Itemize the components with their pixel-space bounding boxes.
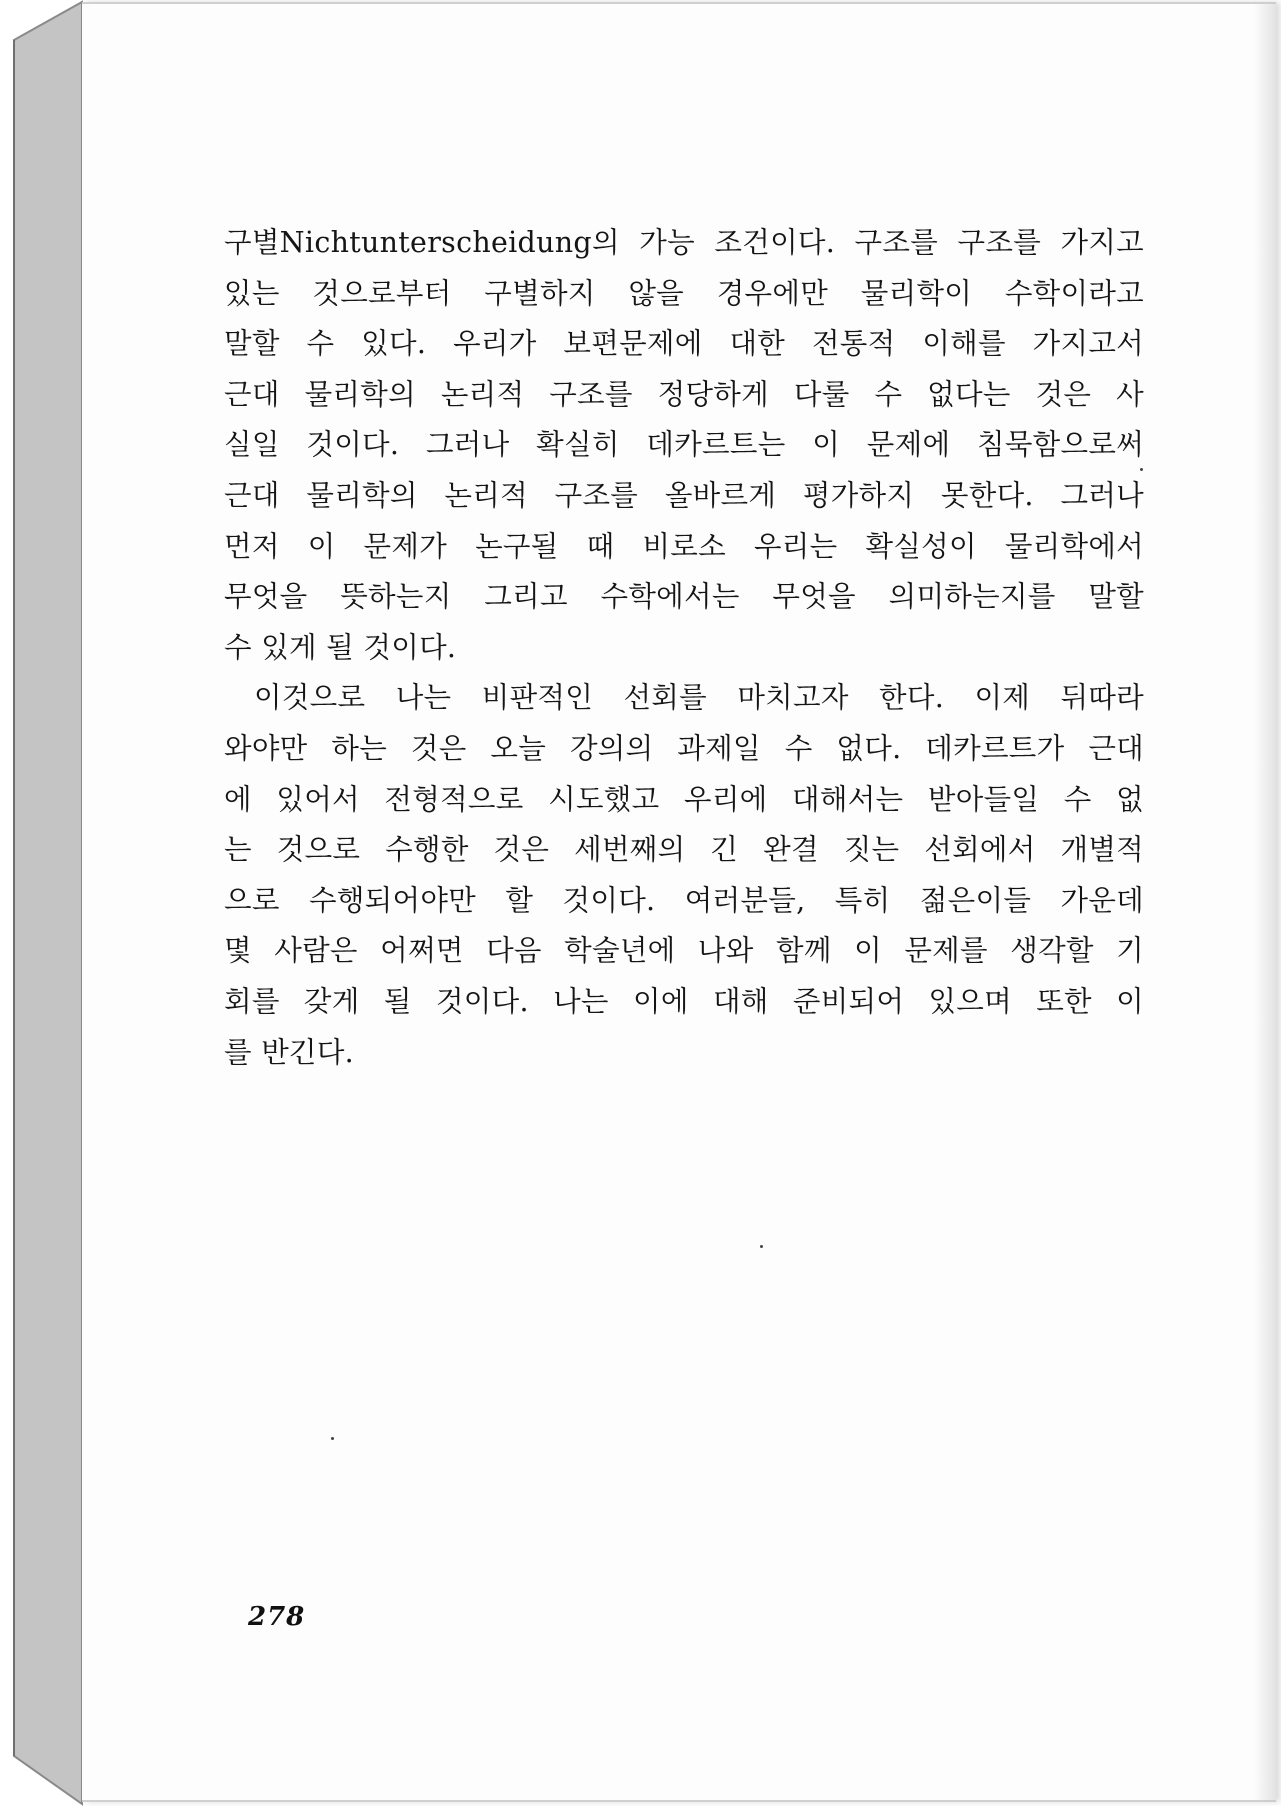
text-line: 있는 것으로부터 구별하지 않을 경우에만 물리학이 수학이라고 (224, 276, 1144, 310)
text-line: 구별Nichtunterscheidung의 가능 조건이다. 구조를 구조를 가지고 (224, 226, 1144, 259)
paragraph-2 (224, 673, 1144, 1078)
text-line: 이것으로 나는 비판적인 선회를 마치고자 한다. 이제 뒤따라 (254, 681, 1144, 715)
text-line: 실일 것이다. 그러나 확실히 데카르트는 이 문제에 침묵함으로써 (224, 428, 1144, 462)
page-right-shadow (1254, 2, 1276, 1802)
text-line: 와야만 하는 것은 오늘 강의의 과제일 수 없다. 데카르트가 근대 (224, 731, 1144, 765)
text-line: 근대 물리학의 논리적 구조를 정당하게 다룰 수 없다는 것은 사 (224, 377, 1144, 411)
text-line: 회를 갖게 될 것이다. 나는 이에 대해 준비되어 있으며 또한 이 (224, 984, 1144, 1018)
scan-speck (1140, 468, 1143, 471)
text-line: 를 반긴다. (224, 1035, 355, 1069)
text-line: 무엇을 뜻하는지 그리고 수학에서는 무엇을 의미하는지를 말할 (224, 580, 1144, 614)
text-line: 몇 사람은 어쩌면 다음 학술년에 나와 함께 이 문제를 생각할 기 (224, 934, 1144, 968)
text-line: 수 있게 될 것이다. (224, 630, 457, 664)
paragraph-1 (224, 218, 1144, 673)
text-line: 말할 수 있다. 우리가 보편문제에 대한 전통적 이해를 가지고서 (224, 327, 1144, 361)
text-line: 는 것으로 수행한 것은 세번째의 긴 완결 짓는 선회에서 개별적 (224, 833, 1144, 867)
text-line: 먼저 이 문제가 논구될 때 비로소 우리는 확실성이 물리학에서 (224, 529, 1144, 563)
text-line: 근대 물리학의 논리적 구조를 올바르게 평가하지 못한다. 그러나 (224, 478, 1144, 512)
body-text (224, 218, 1144, 1078)
scan-speck (760, 1245, 763, 1248)
text-line: 으로 수행되어야만 할 것이다. 여러분들, 특히 젊은이들 가운데 (224, 883, 1144, 917)
page-number: 278 (248, 1602, 306, 1632)
text-line: 에 있어서 전형적으로 시도했고 우리에 대해서는 받아들일 수 없 (224, 782, 1144, 816)
scan-speck (331, 1437, 334, 1440)
